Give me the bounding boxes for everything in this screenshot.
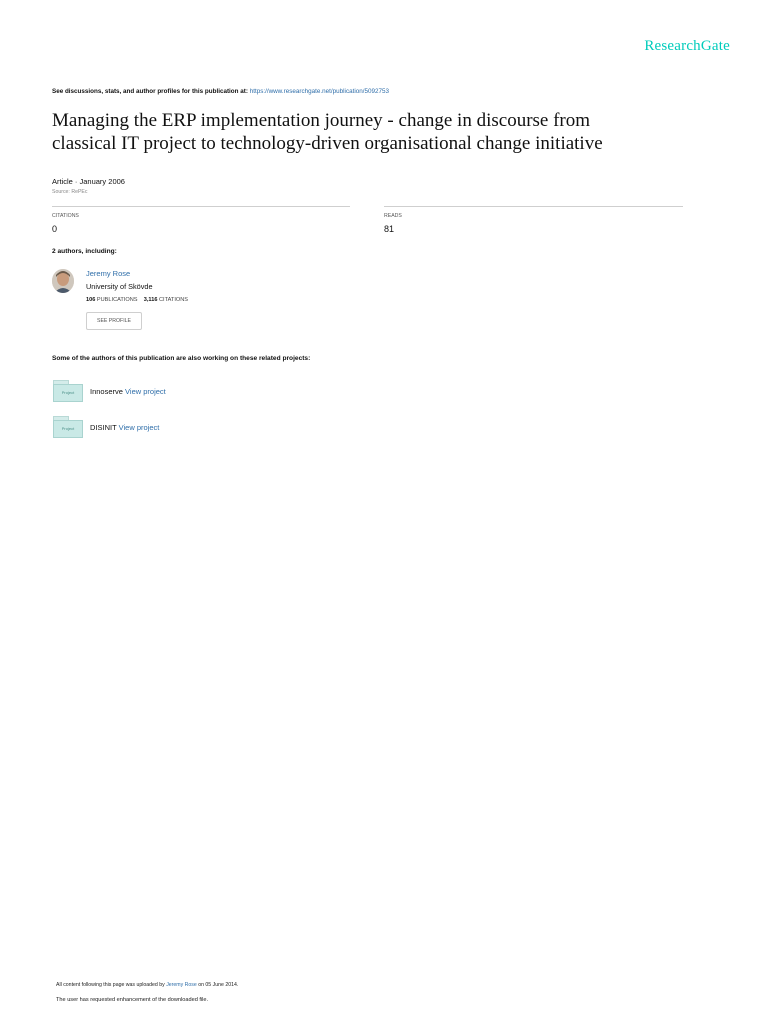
publications-count: 106 (86, 297, 96, 303)
see-profile-button[interactable]: SEE PROFILE (86, 312, 142, 330)
project-folder-icon (53, 416, 83, 438)
upload-notice (56, 982, 238, 988)
project-item-innoserve (90, 387, 166, 396)
upload-suffix: on 05 June 2014. (198, 982, 239, 988)
enhancement-request-notice: The user has requested enhancement of the downloaded file. (56, 997, 209, 1003)
author-stats (86, 297, 188, 303)
citations-value: 0 (52, 224, 58, 234)
author-name-link[interactable]: Jeremy Rose (86, 269, 131, 278)
uploader-link[interactable]: Jeremy Rose (166, 982, 197, 988)
related-projects-heading: Some of the authors of this publication are also working on these related projects: (52, 355, 311, 362)
researchgate-logo[interactable]: ResearchGate (644, 38, 730, 54)
project-folder-icon (53, 380, 83, 402)
author-avatar[interactable] (52, 269, 74, 293)
author-citations-label: CITATIONS (159, 297, 189, 303)
article-meta: Article · January 2006 (52, 177, 125, 186)
author-citations-count: 3,116 (143, 297, 158, 303)
view-project-link[interactable]: View project (118, 423, 160, 432)
project-icon-label: Project (53, 384, 83, 402)
reads-label: READS (384, 213, 402, 219)
project-name: DISINIT (90, 423, 117, 432)
view-project-link[interactable]: View project (125, 387, 166, 396)
publication-url-link[interactable]: https://www.researchgate.net/publication/5092753 (249, 88, 390, 95)
see-discussions-text: See discussions, stats, and author profiles for this publication at: (52, 88, 248, 95)
project-icon-label: Project (53, 420, 83, 438)
author-affiliation: University of Skövde (86, 282, 153, 291)
article-source: Source: RePEc (52, 189, 88, 195)
upload-prefix: All content following this page was uploaded by (56, 982, 165, 988)
publications-label: PUBLICATIONS (96, 297, 138, 303)
title-line-2: classical IT project to technology-driven organisational change initiative (52, 133, 603, 154)
project-name: Innoserve (90, 387, 123, 396)
reads-value: 81 (384, 224, 395, 234)
publication-title (52, 109, 712, 155)
citations-divider (52, 206, 350, 207)
authors-heading: 2 authors, including: (52, 248, 117, 255)
see-discussions-line (52, 88, 389, 95)
citations-label: CITATIONS (52, 213, 79, 219)
reads-divider (384, 206, 683, 207)
title-line-1: Managing the ERP implementation journey - change in discourse from (52, 110, 591, 131)
project-item-disinit (90, 423, 159, 432)
